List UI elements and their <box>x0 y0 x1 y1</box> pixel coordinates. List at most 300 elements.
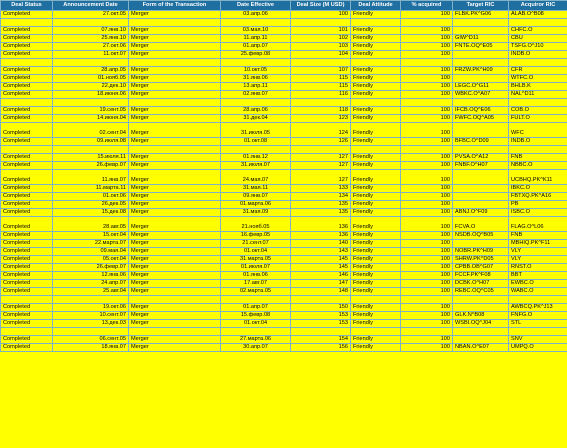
cell-date-effective[interactable]: 15.февр.08 <box>221 312 291 320</box>
cell-target-ric[interactable] <box>453 19 509 27</box>
cell-announcement-date[interactable]: 06.сент.05 <box>53 336 129 344</box>
cell-date-effective[interactable]: 03.апр.06 <box>221 11 291 19</box>
cell-date-effective[interactable]: 31.дек.04 <box>221 115 291 123</box>
cell-form[interactable]: Merger <box>129 11 221 19</box>
cell-deal-status[interactable]: Completed <box>1 240 53 248</box>
cell-deal-attitude[interactable]: Friendly <box>351 138 401 146</box>
cell-acquiror-ric[interactable]: ALAB.O^B08 <box>509 11 567 19</box>
cell-target-ric[interactable] <box>453 193 509 201</box>
cell-deal-status[interactable]: Completed <box>1 312 53 320</box>
cell-deal-attitude[interactable] <box>351 146 401 154</box>
cell-pct-acquired[interactable]: 100 <box>401 107 453 115</box>
cell-target-ric[interactable]: FLBK.PK^G06 <box>453 11 509 19</box>
cell-date-effective[interactable]: 31.мая.09 <box>221 209 291 217</box>
cell-deal-size[interactable]: 115 <box>291 75 351 83</box>
cell-deal-attitude[interactable]: Friendly <box>351 248 401 256</box>
cell-pct-acquired[interactable]: 100 <box>401 336 453 344</box>
cell-date-effective[interactable]: 24.мая.07 <box>221 170 291 185</box>
cell-announcement-date[interactable]: 01.нояб.05 <box>53 75 129 83</box>
cell-deal-attitude[interactable]: Friendly <box>351 75 401 83</box>
cell-announcement-date[interactable]: 19.окт.06 <box>53 304 129 312</box>
cell-acquiror-ric[interactable]: BBT <box>509 272 567 280</box>
cell-acquiror-ric[interactable] <box>509 296 567 304</box>
cell-announcement-date[interactable]: 01.окт.06 <box>53 193 129 201</box>
cell-target-ric[interactable] <box>453 146 509 154</box>
cell-announcement-date[interactable]: 18.июня.06 <box>53 91 129 99</box>
cell-acquiror-ric[interactable] <box>509 59 567 67</box>
cell-target-ric[interactable]: NOBR.PK^H09 <box>453 248 509 256</box>
cell-announcement-date[interactable] <box>53 19 129 27</box>
cell-deal-size[interactable]: 104 <box>291 51 351 59</box>
cell-target-ric[interactable] <box>453 240 509 248</box>
cell-deal-attitude[interactable]: Friendly <box>351 312 401 320</box>
cell-date-effective[interactable]: 01.янв.12 <box>221 154 291 162</box>
cell-announcement-date[interactable] <box>53 99 129 107</box>
cell-deal-size[interactable]: 153 <box>291 312 351 320</box>
cell-deal-status[interactable]: Completed <box>1 232 53 240</box>
cell-acquiror-ric[interactable]: FNFG.O <box>509 312 567 320</box>
cell-form[interactable] <box>129 99 221 107</box>
cell-deal-status[interactable]: Completed <box>1 138 53 146</box>
cell-deal-attitude[interactable]: Friendly <box>351 67 401 75</box>
cell-deal-size[interactable]: 133 <box>291 185 351 193</box>
cell-deal-attitude[interactable]: Friendly <box>351 201 401 209</box>
cell-deal-size[interactable] <box>291 59 351 67</box>
header-deal-attitude[interactable]: Deal Attitude <box>351 1 401 11</box>
cell-target-ric[interactable]: WBKC.O^A07 <box>453 91 509 99</box>
cell-form[interactable]: Merger <box>129 162 221 170</box>
cell-form[interactable]: Merger <box>129 201 221 209</box>
cell-pct-acquired[interactable]: 100 <box>401 83 453 91</box>
cell-pct-acquired[interactable]: 100 <box>401 75 453 83</box>
cell-deal-status[interactable]: Completed <box>1 193 53 201</box>
cell-deal-size[interactable]: 102 <box>291 35 351 43</box>
cell-form[interactable]: Merger <box>129 272 221 280</box>
cell-date-effective[interactable]: 01.окт.04 <box>221 320 291 328</box>
header-deal-size[interactable]: Deal Size (M USD) <box>291 1 351 11</box>
cell-announcement-date[interactable]: 19.сент.05 <box>53 107 129 115</box>
cell-deal-attitude[interactable]: Friendly <box>351 170 401 185</box>
cell-date-effective[interactable]: 03.мая.10 <box>221 27 291 35</box>
cell-form[interactable]: Merger <box>129 193 221 201</box>
cell-pct-acquired[interactable]: 100 <box>401 170 453 185</box>
header-deal-status[interactable]: Deal Status <box>1 1 53 11</box>
cell-date-effective[interactable]: 16.февр.05 <box>221 232 291 240</box>
cell-pct-acquired[interactable]: 100 <box>401 67 453 75</box>
cell-deal-attitude[interactable]: Friendly <box>351 107 401 115</box>
cell-target-ric[interactable] <box>453 185 509 193</box>
cell-date-effective[interactable]: 01.апр.07 <box>221 43 291 51</box>
cell-date-effective[interactable]: 31.июля.07 <box>221 162 291 170</box>
cell-acquiror-ric[interactable]: BHLB.K <box>509 83 567 91</box>
cell-deal-size[interactable]: 127 <box>291 162 351 170</box>
cell-pct-acquired[interactable] <box>401 146 453 154</box>
cell-date-effective[interactable]: 01.окт.04 <box>221 248 291 256</box>
cell-announcement-date[interactable]: 24.апр.07 <box>53 280 129 288</box>
cell-deal-status[interactable]: Completed <box>1 304 53 312</box>
header-date-effective[interactable]: Date Effective <box>221 1 291 11</box>
cell-deal-attitude[interactable]: Friendly <box>351 115 401 123</box>
cell-form[interactable]: Merger <box>129 115 221 123</box>
cell-announcement-date[interactable] <box>53 146 129 154</box>
cell-announcement-date[interactable]: 07.янв.10 <box>53 27 129 35</box>
cell-date-effective[interactable]: 01.апр.07 <box>221 304 291 312</box>
cell-date-effective[interactable]: 27.марта.06 <box>221 336 291 344</box>
cell-deal-status[interactable] <box>1 328 53 336</box>
cell-acquiror-ric[interactable]: CHFC.O <box>509 27 567 35</box>
cell-announcement-date[interactable]: 26.февр.07 <box>53 162 129 170</box>
cell-acquiror-ric[interactable]: CBU <box>509 35 567 43</box>
cell-date-effective[interactable]: 10.окт.05 <box>221 67 291 75</box>
cell-deal-size[interactable] <box>291 328 351 336</box>
cell-deal-size[interactable]: 154 <box>291 336 351 344</box>
cell-target-ric[interactable] <box>453 123 509 138</box>
cell-deal-attitude[interactable]: Friendly <box>351 27 401 35</box>
cell-form[interactable]: Merger <box>129 35 221 43</box>
cell-date-effective[interactable]: 13.апр.11 <box>221 83 291 91</box>
cell-target-ric[interactable]: GLK.N^B08 <box>453 312 509 320</box>
cell-target-ric[interactable] <box>453 201 509 209</box>
cell-deal-status[interactable] <box>1 19 53 27</box>
cell-acquiror-ric[interactable]: FULT.O <box>509 115 567 123</box>
cell-deal-status[interactable] <box>1 146 53 154</box>
cell-acquiror-ric[interactable]: WABC.O <box>509 288 567 296</box>
cell-form[interactable]: Merger <box>129 91 221 99</box>
cell-acquiror-ric[interactable]: VLY <box>509 256 567 264</box>
cell-target-ric[interactable]: SHRW.PK^D05 <box>453 256 509 264</box>
cell-deal-status[interactable] <box>1 59 53 67</box>
cell-form[interactable]: Merger <box>129 185 221 193</box>
cell-pct-acquired[interactable]: 100 <box>401 11 453 19</box>
cell-deal-size[interactable]: 145 <box>291 264 351 272</box>
cell-deal-size[interactable]: 145 <box>291 256 351 264</box>
cell-deal-size[interactable]: 153 <box>291 320 351 328</box>
cell-target-ric[interactable]: FCCF.PK^F08 <box>453 272 509 280</box>
cell-acquiror-ric[interactable]: UCBHQ.PK^K11 <box>509 170 567 185</box>
cell-form[interactable]: Merger <box>129 240 221 248</box>
cell-deal-attitude[interactable] <box>351 296 401 304</box>
cell-deal-attitude[interactable]: Friendly <box>351 320 401 328</box>
cell-form[interactable]: Merger <box>129 170 221 185</box>
cell-pct-acquired[interactable]: 100 <box>401 240 453 248</box>
cell-target-ric[interactable]: LEGC.O^G11 <box>453 83 509 91</box>
cell-deal-size[interactable] <box>291 99 351 107</box>
cell-deal-status[interactable]: Completed <box>1 35 53 43</box>
cell-deal-status[interactable]: Completed <box>1 185 53 193</box>
cell-target-ric[interactable]: NBAN.O^E07 <box>453 344 509 352</box>
cell-pct-acquired[interactable]: 100 <box>401 185 453 193</box>
cell-announcement-date[interactable]: 27.окт.06 <box>53 43 129 51</box>
cell-form[interactable]: Merger <box>129 75 221 83</box>
cell-acquiror-ric[interactable]: PB <box>509 201 567 209</box>
cell-acquiror-ric[interactable]: NAL^D11 <box>509 91 567 99</box>
cell-announcement-date[interactable]: 12.янв.06 <box>53 272 129 280</box>
cell-target-ric[interactable] <box>453 99 509 107</box>
cell-pct-acquired[interactable]: 100 <box>401 115 453 123</box>
cell-pct-acquired[interactable] <box>401 328 453 336</box>
cell-deal-status[interactable]: Completed <box>1 75 53 83</box>
cell-form[interactable]: Merger <box>129 280 221 288</box>
cell-acquiror-ric[interactable]: EWBC.O <box>509 280 567 288</box>
cell-deal-size[interactable]: 140 <box>291 240 351 248</box>
cell-deal-size[interactable]: 150 <box>291 304 351 312</box>
cell-target-ric[interactable]: FCVA.O <box>453 217 509 232</box>
cell-deal-attitude[interactable]: Friendly <box>351 209 401 217</box>
cell-acquiror-ric[interactable]: FNB <box>509 154 567 162</box>
cell-target-ric[interactable] <box>453 296 509 304</box>
cell-form[interactable]: Merger <box>129 51 221 59</box>
cell-deal-size[interactable]: 101 <box>291 27 351 35</box>
cell-deal-status[interactable]: Completed <box>1 123 53 138</box>
cell-target-ric[interactable]: DCBK.O^H07 <box>453 280 509 288</box>
header-form[interactable]: Form of the Transaction <box>129 1 221 11</box>
cell-target-ric[interactable] <box>453 328 509 336</box>
cell-deal-size[interactable]: 115 <box>291 83 351 91</box>
cell-acquiror-ric[interactable]: MBHIQ.PK^F11 <box>509 240 567 248</box>
cell-target-ric[interactable]: FNTE.OQ^E05 <box>453 43 509 51</box>
cell-form[interactable] <box>129 296 221 304</box>
cell-deal-status[interactable]: Completed <box>1 154 53 162</box>
cell-deal-attitude[interactable]: Friendly <box>351 154 401 162</box>
cell-acquiror-ric[interactable] <box>509 328 567 336</box>
cell-date-effective[interactable]: 01.окт.08 <box>221 138 291 146</box>
cell-date-effective[interactable]: 21.сент.07 <box>221 240 291 248</box>
cell-pct-acquired[interactable]: 100 <box>401 272 453 280</box>
cell-acquiror-ric[interactable]: WFC <box>509 123 567 138</box>
cell-acquiror-ric[interactable]: CFR <box>509 67 567 75</box>
cell-form[interactable] <box>129 59 221 67</box>
cell-pct-acquired[interactable]: 100 <box>401 51 453 59</box>
cell-form[interactable] <box>129 328 221 336</box>
cell-date-effective[interactable] <box>221 99 291 107</box>
cell-acquiror-ric[interactable]: TSFG.O^J10 <box>509 43 567 51</box>
cell-form[interactable] <box>129 146 221 154</box>
cell-deal-attitude[interactable]: Friendly <box>351 288 401 296</box>
cell-form[interactable]: Merger <box>129 209 221 217</box>
cell-deal-status[interactable]: Completed <box>1 170 53 185</box>
cell-deal-size[interactable]: 127 <box>291 154 351 162</box>
cell-deal-attitude[interactable] <box>351 19 401 27</box>
cell-deal-status[interactable]: Completed <box>1 264 53 272</box>
cell-deal-size[interactable] <box>291 19 351 27</box>
cell-date-effective[interactable] <box>221 328 291 336</box>
cell-deal-status[interactable]: Completed <box>1 248 53 256</box>
cell-deal-attitude[interactable]: Friendly <box>351 256 401 264</box>
cell-announcement-date[interactable]: 26.дек.05 <box>53 201 129 209</box>
cell-date-effective[interactable]: 01.янв.06 <box>221 272 291 280</box>
cell-announcement-date[interactable]: 11.окт.07 <box>53 51 129 59</box>
cell-announcement-date[interactable]: 14.июня.04 <box>53 115 129 123</box>
cell-deal-size[interactable]: 148 <box>291 288 351 296</box>
cell-form[interactable]: Merger <box>129 67 221 75</box>
cell-announcement-date[interactable]: 28.авг.05 <box>53 217 129 232</box>
cell-deal-status[interactable]: Completed <box>1 280 53 288</box>
cell-deal-attitude[interactable]: Friendly <box>351 280 401 288</box>
cell-target-ric[interactable] <box>453 51 509 59</box>
cell-deal-status[interactable]: Completed <box>1 209 53 217</box>
cell-date-effective[interactable]: 30.апр.07 <box>221 344 291 352</box>
cell-deal-size[interactable]: 136 <box>291 232 351 240</box>
cell-form[interactable]: Merger <box>129 107 221 115</box>
cell-deal-size[interactable]: 107 <box>291 67 351 75</box>
cell-pct-acquired[interactable]: 100 <box>401 264 453 272</box>
cell-acquiror-ric[interactable] <box>509 19 567 27</box>
cell-form[interactable]: Merger <box>129 304 221 312</box>
cell-target-ric[interactable]: FRZW.PK^H09 <box>453 67 509 75</box>
cell-target-ric[interactable]: BFBC.O^D09 <box>453 138 509 146</box>
cell-form[interactable]: Merger <box>129 83 221 91</box>
cell-acquiror-ric[interactable]: SNV <box>509 336 567 344</box>
header-acquiror-ric[interactable]: Acquiror RIC <box>509 1 567 11</box>
cell-deal-size[interactable]: 134 <box>291 193 351 201</box>
cell-date-effective[interactable]: 01.июля.07 <box>221 264 291 272</box>
cell-date-effective[interactable]: 31.июля.05 <box>221 123 291 138</box>
cell-deal-attitude[interactable]: Friendly <box>351 35 401 43</box>
cell-deal-attitude[interactable]: Friendly <box>351 240 401 248</box>
cell-announcement-date[interactable]: 02.сент.04 <box>53 123 129 138</box>
cell-form[interactable]: Merger <box>129 256 221 264</box>
cell-deal-attitude[interactable]: Friendly <box>351 91 401 99</box>
cell-target-ric[interactable]: IFCB.OQ^E06 <box>453 107 509 115</box>
cell-date-effective[interactable]: 02.янв.07 <box>221 91 291 99</box>
cell-target-ric[interactable]: REBC.OQ^C05 <box>453 288 509 296</box>
cell-deal-size[interactable]: 126 <box>291 138 351 146</box>
cell-acquiror-ric[interactable]: FLAG.O^L06 <box>509 217 567 232</box>
cell-deal-status[interactable]: Completed <box>1 115 53 123</box>
cell-target-ric[interactable]: ABNJ.O^F09 <box>453 209 509 217</box>
cell-announcement-date[interactable]: 15.окт.04 <box>53 232 129 240</box>
cell-deal-status[interactable]: Completed <box>1 27 53 35</box>
cell-pct-acquired[interactable]: 100 <box>401 288 453 296</box>
cell-deal-size[interactable]: 123 <box>291 115 351 123</box>
cell-acquiror-ric[interactable]: INDB.O <box>509 51 567 59</box>
cell-form[interactable]: Merger <box>129 320 221 328</box>
cell-announcement-date[interactable]: 15.июля.11 <box>53 154 129 162</box>
cell-deal-size[interactable]: 143 <box>291 248 351 256</box>
cell-deal-status[interactable]: Completed <box>1 256 53 264</box>
cell-deal-status[interactable]: Completed <box>1 288 53 296</box>
cell-target-ric[interactable]: WSBI.OQ^J04 <box>453 320 509 328</box>
cell-pct-acquired[interactable]: 100 <box>401 320 453 328</box>
cell-deal-status[interactable]: Completed <box>1 43 53 51</box>
cell-date-effective[interactable]: 21.нояб.05 <box>221 217 291 232</box>
cell-acquiror-ric[interactable]: AWBCQ.PK^J13 <box>509 304 567 312</box>
cell-pct-acquired[interactable]: 100 <box>401 91 453 99</box>
cell-deal-attitude[interactable]: Friendly <box>351 43 401 51</box>
cell-deal-status[interactable]: Completed <box>1 344 53 352</box>
cell-deal-attitude[interactable]: Friendly <box>351 185 401 193</box>
cell-form[interactable]: Merger <box>129 138 221 146</box>
cell-form[interactable]: Merger <box>129 217 221 232</box>
cell-acquiror-ric[interactable]: VLY <box>509 248 567 256</box>
cell-deal-status[interactable]: Completed <box>1 67 53 75</box>
cell-deal-status[interactable]: Completed <box>1 320 53 328</box>
cell-pct-acquired[interactable] <box>401 296 453 304</box>
cell-target-ric[interactable] <box>453 27 509 35</box>
cell-announcement-date[interactable]: 11.янв.07 <box>53 170 129 185</box>
cell-date-effective[interactable]: 09.янв.07 <box>221 193 291 201</box>
cell-deal-attitude[interactable]: Friendly <box>351 344 401 352</box>
cell-announcement-date[interactable]: 09.мая.04 <box>53 248 129 256</box>
cell-deal-size[interactable]: 116 <box>291 91 351 99</box>
cell-acquiror-ric[interactable] <box>509 146 567 154</box>
cell-deal-attitude[interactable]: Friendly <box>351 232 401 240</box>
cell-acquiror-ric[interactable]: WTFC.O <box>509 75 567 83</box>
cell-pct-acquired[interactable]: 100 <box>401 193 453 201</box>
cell-deal-attitude[interactable]: Friendly <box>351 264 401 272</box>
cell-announcement-date[interactable] <box>53 328 129 336</box>
cell-deal-size[interactable] <box>291 146 351 154</box>
cell-announcement-date[interactable]: 05.окт.04 <box>53 256 129 264</box>
cell-deal-attitude[interactable]: Friendly <box>351 272 401 280</box>
cell-announcement-date[interactable]: 18.янв.07 <box>53 344 129 352</box>
cell-pct-acquired[interactable]: 100 <box>401 138 453 146</box>
cell-deal-status[interactable]: Completed <box>1 91 53 99</box>
cell-deal-attitude[interactable]: Friendly <box>351 123 401 138</box>
cell-deal-size[interactable]: 127 <box>291 170 351 185</box>
cell-announcement-date[interactable]: 13.дек.03 <box>53 320 129 328</box>
cell-announcement-date[interactable]: 25.авг.04 <box>53 288 129 296</box>
cell-deal-status[interactable]: Completed <box>1 162 53 170</box>
cell-deal-attitude[interactable]: Friendly <box>351 11 401 19</box>
cell-pct-acquired[interactable]: 100 <box>401 312 453 320</box>
cell-announcement-date[interactable]: 28.апр.05 <box>53 67 129 75</box>
cell-announcement-date[interactable]: 27.окт.05 <box>53 11 129 19</box>
cell-date-effective[interactable]: 28.апр.06 <box>221 107 291 115</box>
cell-pct-acquired[interactable]: 100 <box>401 154 453 162</box>
cell-deal-status[interactable]: Completed <box>1 51 53 59</box>
cell-deal-size[interactable]: 103 <box>291 43 351 51</box>
cell-target-ric[interactable]: PVSA.O^A12 <box>453 154 509 162</box>
cell-date-effective[interactable]: 31.мая.11 <box>221 185 291 193</box>
cell-form[interactable]: Merger <box>129 288 221 296</box>
header-target-ric[interactable]: Target RIC <box>453 1 509 11</box>
cell-acquiror-ric[interactable]: COB.O <box>509 107 567 115</box>
cell-pct-acquired[interactable] <box>401 19 453 27</box>
cell-target-ric[interactable] <box>453 336 509 344</box>
cell-target-ric[interactable] <box>453 304 509 312</box>
cell-announcement-date[interactable] <box>53 59 129 67</box>
cell-acquiror-ric[interactable]: RNST.O <box>509 264 567 272</box>
cell-pct-acquired[interactable]: 100 <box>401 123 453 138</box>
cell-deal-size[interactable]: 136 <box>291 217 351 232</box>
cell-deal-size[interactable]: 135 <box>291 201 351 209</box>
cell-announcement-date[interactable] <box>53 296 129 304</box>
cell-date-effective[interactable]: 11.апр.11 <box>221 35 291 43</box>
cell-target-ric[interactable]: NSDB.OQ^B05 <box>453 232 509 240</box>
cell-pct-acquired[interactable]: 100 <box>401 35 453 43</box>
cell-announcement-date[interactable]: 10.сент.07 <box>53 312 129 320</box>
cell-deal-size[interactable]: 118 <box>291 107 351 115</box>
cell-announcement-date[interactable]: 26.февр.07 <box>53 264 129 272</box>
cell-pct-acquired[interactable] <box>401 99 453 107</box>
cell-form[interactable] <box>129 19 221 27</box>
cell-form[interactable]: Merger <box>129 336 221 344</box>
cell-deal-status[interactable]: Completed <box>1 107 53 115</box>
cell-target-ric[interactable]: CPBB.OB^G07 <box>453 264 509 272</box>
cell-deal-attitude[interactable]: Friendly <box>351 217 401 232</box>
cell-date-effective[interactable]: 31.марта.05 <box>221 256 291 264</box>
cell-deal-size[interactable]: 147 <box>291 280 351 288</box>
cell-deal-status[interactable]: Completed <box>1 217 53 232</box>
cell-form[interactable]: Merger <box>129 312 221 320</box>
cell-pct-acquired[interactable]: 100 <box>401 217 453 232</box>
cell-pct-acquired[interactable] <box>401 59 453 67</box>
cell-deal-size[interactable]: 135 <box>291 209 351 217</box>
cell-deal-status[interactable]: Completed <box>1 272 53 280</box>
cell-deal-size[interactable]: 100 <box>291 11 351 19</box>
cell-target-ric[interactable]: GIW^D11 <box>453 35 509 43</box>
